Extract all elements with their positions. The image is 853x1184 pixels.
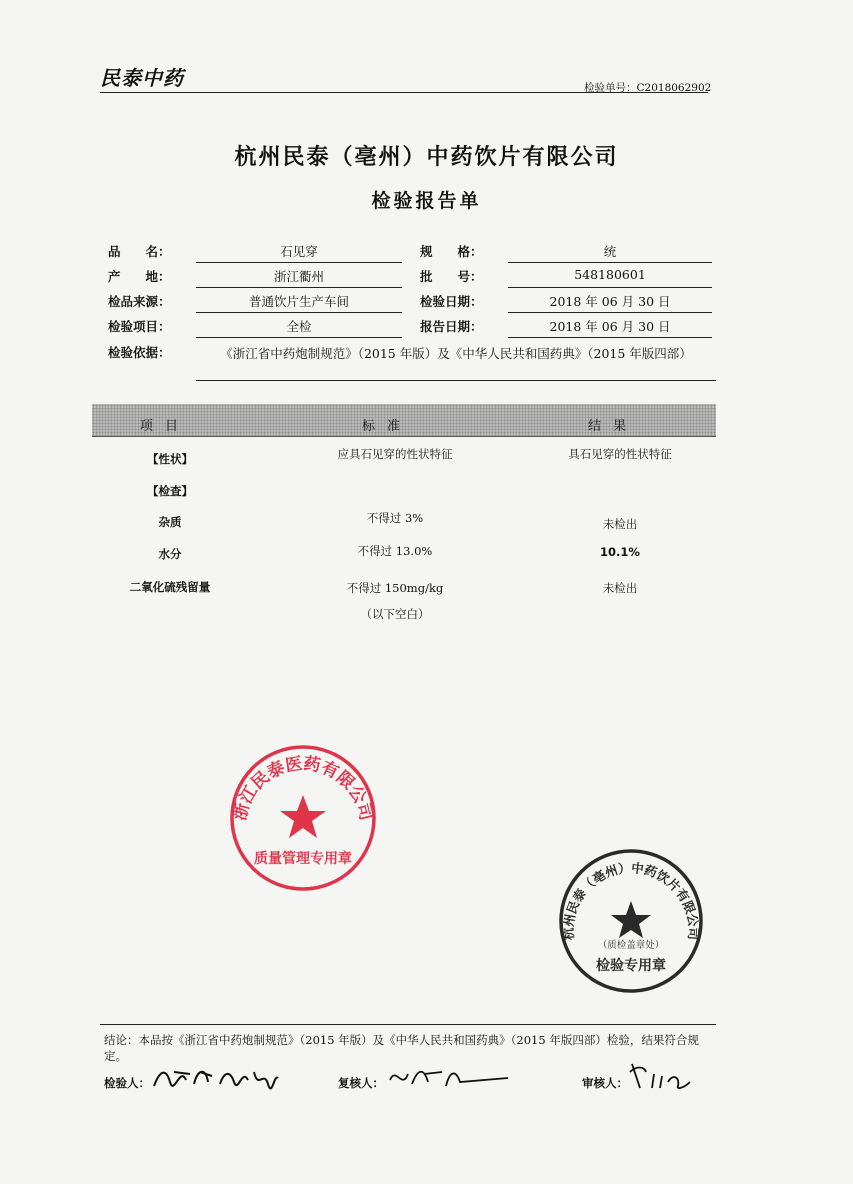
row-standard: 不得过 13.0%	[357, 544, 433, 558]
row-standard: 不得过 150mg/kg	[346, 581, 444, 595]
inspect-date-value: 2018 年 06 月 30 日	[549, 294, 671, 309]
column-header-result: 结果	[588, 419, 639, 434]
inspector-label: 检验人：	[104, 1076, 150, 1090]
underline	[508, 337, 712, 338]
quality-management-seal	[228, 743, 378, 893]
reviewer-signature	[384, 1060, 514, 1094]
underline	[196, 312, 402, 313]
report-date-value: 2018 年 06 月 30 日	[549, 319, 671, 334]
right-seal-ring-text: 杭州民泰（亳州）中药饮片有限公司	[560, 860, 702, 941]
row-result: 未检出	[602, 581, 638, 595]
report-number-label: 检验单号：	[584, 82, 637, 94]
document-title: 检验报告单	[371, 190, 482, 212]
inspector-signature	[150, 1060, 280, 1094]
reviewer-label: 复核人：	[338, 1076, 384, 1090]
row-item: 【检查】	[147, 484, 193, 498]
spec-value: 统	[603, 244, 617, 259]
row-standard: 不得过 3%	[366, 511, 424, 525]
column-header-item: 项目	[140, 419, 191, 434]
conclusion-text: 结论：本品按《浙江省中药炮制规范》（2015 年版）及《中华人民共和国药典》（2015 年版四部）检验，结果符合规定。	[104, 1033, 699, 1063]
report-number-value: C2018062902	[636, 82, 712, 94]
inspect-date-label: 检验日期：	[420, 294, 483, 309]
underline	[508, 287, 712, 288]
report-date-label: 报告日期：	[420, 319, 483, 334]
row-result: 未检出	[602, 517, 638, 531]
row-result: 10.1%	[600, 545, 640, 559]
right-seal-inner-text: （质检盖章处）	[597, 940, 665, 951]
row-item: 杂质	[158, 515, 182, 529]
batch-value: 548180601	[574, 267, 646, 282]
basis-value: 《浙江省中药炮制规范》（2015 年版）及《中华人民共和国药典》（2015 年版四部）	[220, 346, 692, 361]
company-name: 杭州民泰（亳州）中药饮片有限公司	[234, 145, 619, 170]
header-divider	[100, 92, 708, 93]
approver-label: 审核人：	[582, 1076, 628, 1090]
item-label: 检验项目：	[108, 319, 171, 334]
origin-value: 浙江衢州	[273, 269, 324, 284]
right-seal-bottom-text: 检验专用章	[596, 958, 666, 974]
row-item: 水分	[158, 547, 182, 561]
row-result: 具石见穿的性状特征	[568, 447, 672, 461]
footer-divider	[100, 1024, 716, 1025]
underline	[508, 312, 712, 313]
row-item: 二氧化硫残留量	[129, 580, 211, 594]
row-item: 【性状】	[147, 452, 193, 466]
left-seal-ring-text: 浙江民泰医药有限公司	[230, 753, 376, 823]
source-value: 普通饮片生产车间	[248, 294, 349, 309]
product-name-value: 石见穿	[280, 244, 318, 259]
underline	[196, 287, 402, 288]
company-logo: 民泰中药	[100, 66, 184, 90]
blank-note: （以下空白）	[360, 607, 430, 621]
spec-label: 规 格：	[420, 244, 483, 259]
column-header-standard: 标准	[362, 419, 413, 434]
source-label: 检品来源：	[108, 294, 171, 309]
approver-signature	[626, 1058, 696, 1094]
underline	[196, 337, 402, 338]
underline	[196, 380, 716, 381]
left-seal-bottom-text: 质量管理专用章	[254, 851, 352, 867]
item-value: 全检	[286, 319, 312, 334]
batch-label: 批 号：	[420, 269, 483, 284]
product-name-label: 品 名：	[108, 244, 171, 259]
origin-label: 产 地：	[108, 269, 171, 284]
inspection-seal	[556, 846, 706, 996]
underline	[508, 262, 712, 263]
row-standard: 应具石见穿的性状特征	[337, 447, 453, 461]
underline	[196, 262, 402, 263]
basis-label: 检验依据：	[108, 345, 171, 360]
